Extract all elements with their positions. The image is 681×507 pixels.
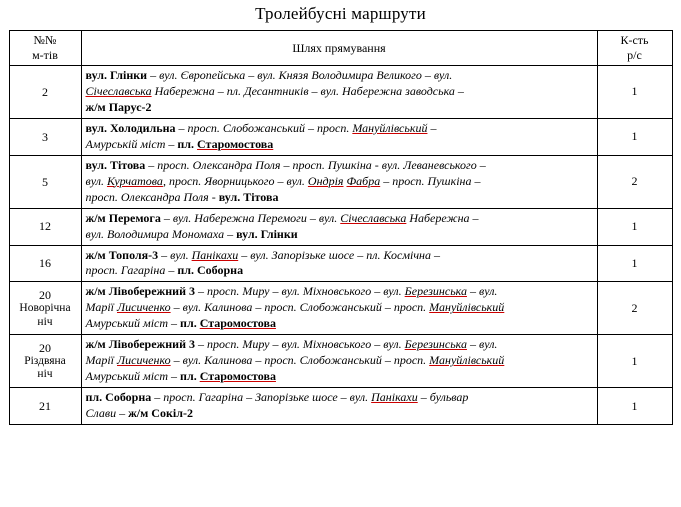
- route-number: 16: [39, 256, 51, 271]
- route-path-text: Набережна – пл. Десантників – вул. Набережна заводська –: [151, 83, 464, 98]
- route-path-text: пл. Соборна: [85, 390, 152, 405]
- route-path-text: – просп. Пушкіна –: [380, 173, 481, 188]
- route-path-text: Старомостова: [199, 316, 276, 331]
- route-path-line: [86, 137, 593, 153]
- route-path-line: [86, 337, 593, 353]
- route-path-text: – вул.: [466, 337, 498, 352]
- route-path-text: Мануйлівський: [429, 300, 505, 315]
- table-row: [9, 335, 672, 388]
- route-count-cell: 1: [597, 66, 672, 119]
- route-number-cell: [9, 208, 81, 245]
- route-count-cell: 1: [597, 245, 672, 282]
- route-count-cell: 1: [597, 335, 672, 388]
- route-path-text: вул.: [433, 68, 453, 82]
- route-path-text: Старомостова: [197, 136, 274, 151]
- route-path-text: Набережна –: [406, 210, 479, 225]
- route-path-text: вул. Князя Володимира Великого: [257, 68, 422, 82]
- route-path-text: Амурський міст –: [85, 316, 181, 331]
- table-row: [9, 118, 672, 155]
- route-path-text: Лисиченко: [117, 353, 171, 368]
- route-path-text: Березинська: [404, 337, 467, 352]
- route-count-cell: 1: [597, 118, 672, 155]
- route-path-cell: [81, 388, 597, 425]
- route-number: 2: [42, 84, 48, 99]
- trolleybus-routes-table: [9, 30, 673, 425]
- route-path-line: [86, 353, 593, 369]
- route-path-text: пл.: [177, 136, 198, 151]
- route-path-text: пл.: [180, 369, 200, 384]
- table-row: [9, 245, 672, 282]
- column-header-route-number-line1: №№: [33, 33, 57, 47]
- route-path-cell: [81, 155, 597, 208]
- route-path-text: просп. Гагаріна –: [85, 263, 178, 278]
- route-path-text: – вул.: [466, 284, 498, 299]
- route-path-line: [86, 227, 593, 243]
- table-header-row: [9, 31, 672, 66]
- route-path-line: [86, 211, 593, 227]
- table-row: [9, 66, 672, 119]
- route-path-text: Старомостова: [199, 369, 276, 384]
- route-path-text: Марії: [85, 300, 117, 315]
- route-path-line: [86, 121, 593, 137]
- route-path-text: вул. Глінки: [236, 226, 298, 241]
- route-path-line: [86, 316, 593, 332]
- route-path-text: вул. Тітова: [85, 157, 146, 172]
- route-number: 12: [39, 219, 51, 234]
- route-path-text: – вул.: [158, 247, 192, 262]
- route-path-text: вул. Глінки: [85, 68, 148, 82]
- route-path-text: вул.: [85, 173, 107, 188]
- route-path-line: [86, 174, 593, 190]
- route-path-text: Панікахи: [191, 247, 239, 262]
- route-path-text: ж/м Тополя-3: [85, 247, 159, 262]
- route-number-note-line2: ніч: [37, 368, 53, 381]
- column-header-path: Шлях прямування: [81, 31, 597, 66]
- route-number-cell: [9, 245, 81, 282]
- route-path-text: –: [147, 68, 160, 82]
- route-path-line: [86, 100, 593, 116]
- route-path-line: [86, 406, 593, 422]
- route-path-text: –: [245, 68, 258, 82]
- route-path-text: – просп. Олександра Поля – просп. Пушкіна - вул. Леваневського –: [145, 157, 486, 172]
- route-number-note-line2: ніч: [37, 315, 53, 328]
- route-count-cell: 1: [597, 208, 672, 245]
- route-path-text: ж/м Лівобережний 3: [85, 284, 195, 299]
- route-number: 20: [39, 287, 51, 302]
- route-path-text: пл.: [180, 316, 200, 331]
- column-header-route-number-line2: м-тів: [32, 48, 58, 62]
- route-path-text: – бульвар: [417, 390, 469, 405]
- route-number-note-line1: Різдвяна: [24, 355, 66, 368]
- route-path-line: [86, 284, 593, 300]
- route-path-line: [86, 190, 593, 206]
- table-header: [9, 31, 672, 66]
- route-path-line: [86, 300, 593, 316]
- route-path-text: – просп. Слобожанський – просп.: [175, 120, 353, 135]
- route-number-cell: [9, 155, 81, 208]
- route-path-text: Курчатова: [106, 173, 163, 188]
- route-number: 5: [42, 174, 48, 189]
- route-number-cell: [9, 66, 81, 119]
- route-path-text: – вул. Калинова – просп. Слобожанський – просп.: [170, 300, 430, 315]
- route-number-cell: [9, 282, 81, 335]
- route-path-text: пл. Соборна: [177, 263, 244, 278]
- route-count-cell: 2: [597, 282, 672, 335]
- route-count-cell: 1: [597, 388, 672, 425]
- route-path-line: [86, 369, 593, 385]
- route-path-text: вул. Холодильна: [85, 120, 176, 135]
- route-path-cell: [81, 282, 597, 335]
- route-path-cell: [81, 245, 597, 282]
- route-path-line: [86, 390, 593, 406]
- route-path-cell: [81, 118, 597, 155]
- table-row: [9, 282, 672, 335]
- route-path-text: ж/м Перемога: [85, 210, 161, 225]
- route-path-line: [86, 84, 593, 100]
- route-path-text: , просп. Яворницького – вул.: [162, 173, 308, 188]
- route-path-text: Амурській міст –: [85, 136, 178, 151]
- column-header-route-number: [9, 31, 81, 66]
- route-path-text: Амурський міст –: [85, 369, 181, 384]
- page-title: Тролейбусні маршрути: [255, 4, 426, 23]
- route-path-text: Фабра: [346, 173, 381, 188]
- table-row: [9, 155, 672, 208]
- route-path-text: ж/м Парус-2: [85, 99, 152, 114]
- route-path-text: Ондрія: [307, 173, 344, 188]
- route-path-text: – вул. Калинова – просп. Слобожанський – просп.: [170, 353, 430, 368]
- route-path-text: Лисиченко: [117, 300, 171, 315]
- route-path-line: [86, 68, 593, 84]
- route-path-cell: [81, 335, 597, 388]
- route-path-text: вул. Європейська: [159, 68, 246, 82]
- route-path-text: вул. Тітова: [218, 189, 279, 204]
- route-path-text: Січеславська: [340, 210, 407, 225]
- route-path-cell: [81, 66, 597, 119]
- table-body: [9, 66, 672, 425]
- route-path-line: [86, 263, 593, 279]
- route-path-text: вул. Володимира Мономаха –: [85, 226, 237, 241]
- route-path-text: Березинська: [404, 284, 467, 299]
- route-path-text: Марії: [85, 353, 117, 368]
- route-path-text: Січеславська: [85, 83, 152, 98]
- route-path-cell: [81, 208, 597, 245]
- route-path-text: – вул. Запорізьке шосе – пл. Космічна –: [238, 247, 440, 262]
- column-header-count: [597, 31, 672, 66]
- route-path-line: [86, 158, 593, 174]
- route-number: 20: [39, 340, 51, 355]
- route-path-text: Панікахи: [371, 390, 418, 405]
- route-number: 21: [39, 398, 51, 413]
- route-number-cell: [9, 335, 81, 388]
- route-number-cell: [9, 388, 81, 425]
- route-number-note-line1: Новорічна: [19, 302, 71, 315]
- route-path-text: –: [427, 120, 437, 135]
- route-path-text: – просп. Миру – вул. Міхновського – вул.: [195, 284, 405, 299]
- route-path-text: Мануйлівський: [429, 353, 505, 368]
- column-header-count-line2: р/с: [627, 48, 642, 62]
- table-row: [9, 388, 672, 425]
- route-path-text: Мануйлівський: [352, 120, 428, 135]
- route-path-text: просп. Олександра Поля -: [85, 189, 219, 204]
- column-header-count-line1: К-сть: [620, 33, 649, 47]
- route-number-cell: [9, 118, 81, 155]
- route-path-text: – просп. Миру – вул. Міхновського – вул.: [195, 337, 405, 352]
- table-row: [9, 208, 672, 245]
- route-path-text: –: [421, 68, 434, 82]
- route-path-text: ж/м Лівобережний 3: [85, 337, 195, 352]
- route-count-cell: 2: [597, 155, 672, 208]
- route-path-text: – просп. Гагаріна – Запорізьке шосе – вул.: [151, 390, 372, 405]
- route-path-text: Слави –: [85, 406, 129, 421]
- route-number: 3: [42, 129, 48, 144]
- route-path-line: [86, 248, 593, 264]
- route-path-text: ж/м Сокіл-2: [128, 406, 193, 421]
- route-path-text: – вул. Набережна Перемоги – вул.: [160, 210, 341, 225]
